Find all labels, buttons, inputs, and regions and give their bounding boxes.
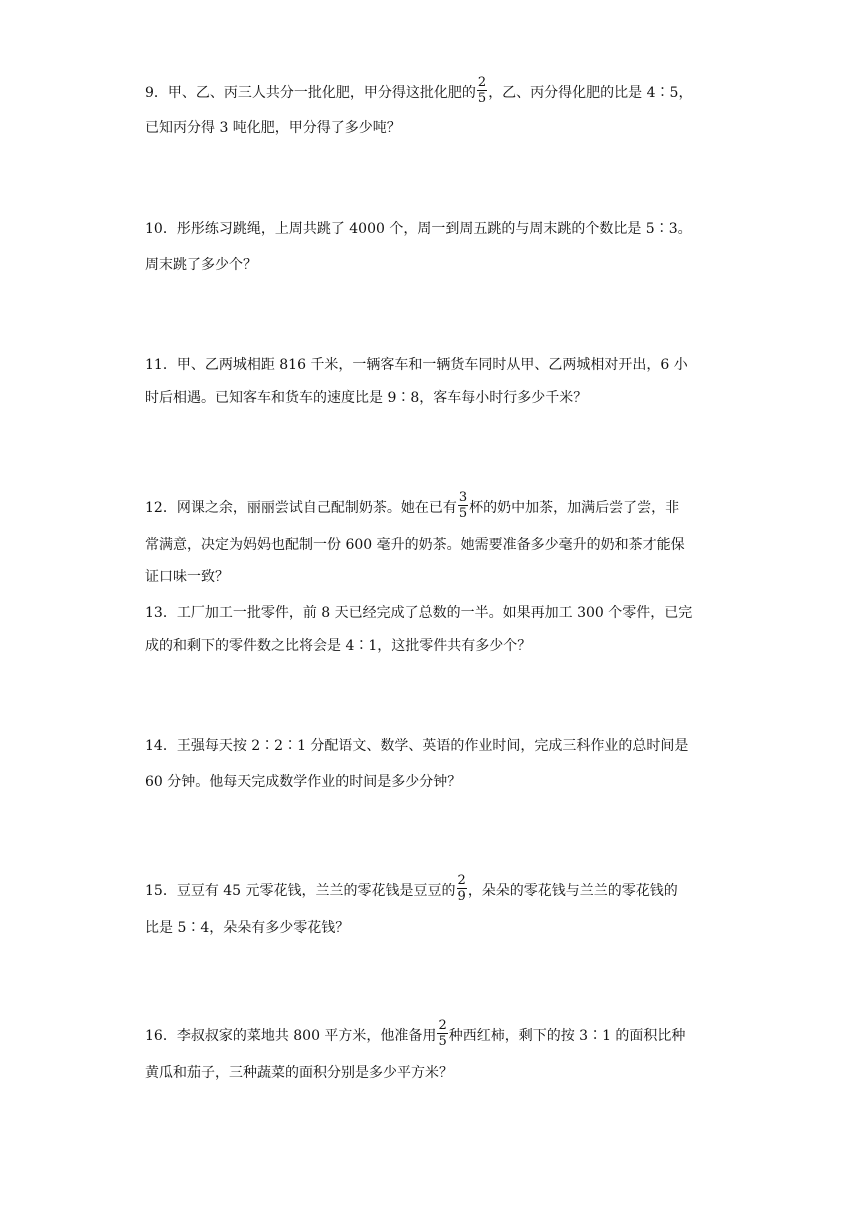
text-seg: 14．王强每天按 2∶2∶1 分配语文、数学、英语的作业时间，完成三科作业的总时间是 — [145, 738, 689, 754]
fraction — [437, 1019, 447, 1049]
fraction-denominator: 5 — [458, 506, 468, 521]
fraction — [458, 491, 468, 521]
fraction-numerator: 3 — [458, 490, 468, 505]
text-seg: 时后相遇。已知客车和货车的速度比是 9∶8，客车每小时行多少千米？ — [145, 390, 588, 406]
fraction-denominator: 9 — [457, 889, 466, 904]
text-seg: 已知丙分得 3 吨化肥，甲分得了多少吨？ — [145, 120, 401, 136]
problem-line — [145, 1018, 725, 1049]
fraction — [457, 874, 467, 904]
text-seg: 杯的奶中加茶，加满后尝了尝，非 — [469, 500, 680, 516]
text-seg: 16．李叔叔家的菜地共 800 平方米，他准备用 — [145, 1028, 437, 1044]
text-seg: ，朵朵的零花钱与兰兰的零花钱的 — [467, 883, 678, 899]
text-seg: 12．网课之余，丽丽尝试自己配制奶茶。她在已有 — [145, 500, 457, 516]
fraction-numerator: 2 — [477, 75, 487, 90]
text-seg: 周末跳了多少个？ — [145, 257, 257, 273]
text-seg: 成的和剩下的零件数之比将会是 4∶1，这批零件共有多少个？ — [145, 638, 532, 654]
text-seg: 60 分钟。他每天完成数学作业的时间是多少分钟？ — [145, 774, 462, 790]
problem-line — [145, 567, 725, 587]
problem-line — [145, 255, 725, 275]
problem-line — [145, 918, 725, 938]
problem-line — [145, 772, 725, 792]
problem-line — [145, 490, 725, 521]
problem-line — [145, 535, 725, 555]
fraction-denominator: 5 — [438, 1034, 447, 1049]
problem-line — [145, 118, 725, 138]
problem-line — [145, 219, 725, 239]
text-seg: 比是 5∶4，朵朵有多少零花钱？ — [145, 920, 350, 936]
problem-line — [145, 1063, 725, 1083]
fraction-denominator: 5 — [477, 91, 487, 106]
text-seg: 9．甲、乙、丙三人共分一批化肥，甲分得这批化肥的 — [145, 85, 476, 101]
text-seg: 15．豆豆有 45 元零花钱，兰兰的零花钱是豆豆的 — [145, 883, 456, 899]
text-seg: 证口味一致？ — [145, 569, 229, 585]
problem-line — [145, 603, 725, 623]
fraction-numerator: 2 — [438, 1018, 447, 1033]
text-seg: ，乙、丙分得化肥的比是 4∶5， — [488, 85, 693, 101]
text-seg: 常满意，决定为妈妈也配制一份 600 毫升的奶茶。她需要准备多少毫升的奶和茶才能保 — [145, 537, 685, 553]
text-seg: 黄瓜和茄子，三种蔬菜的面积分别是多少平方米？ — [145, 1065, 453, 1081]
text-seg: 11．甲、乙两城相距 816 千米，一辆客车和一辆货车同时从甲、乙两城相对开出，6 小 — [145, 357, 688, 373]
fraction-numerator: 2 — [457, 873, 466, 888]
problem-line — [145, 736, 725, 756]
text-seg: 13．工厂加工一批零件，前 8 天已经完成了总数的一半。如果再加工 300 个零件，已完 — [145, 605, 693, 621]
text-seg: 10．彤彤练习跳绳，上周共跳了 4000 个，周一到周五跳的与周末跳的个数比是 5∶3。 — [145, 221, 692, 237]
problem-line — [145, 388, 725, 408]
problem-line — [145, 873, 725, 904]
text-seg: 种西红柿，剩下的按 3∶1 的面积比种 — [448, 1028, 686, 1044]
problem-line — [145, 355, 725, 375]
fraction — [477, 76, 487, 106]
problem-line — [145, 75, 725, 106]
problem-line — [145, 636, 725, 656]
